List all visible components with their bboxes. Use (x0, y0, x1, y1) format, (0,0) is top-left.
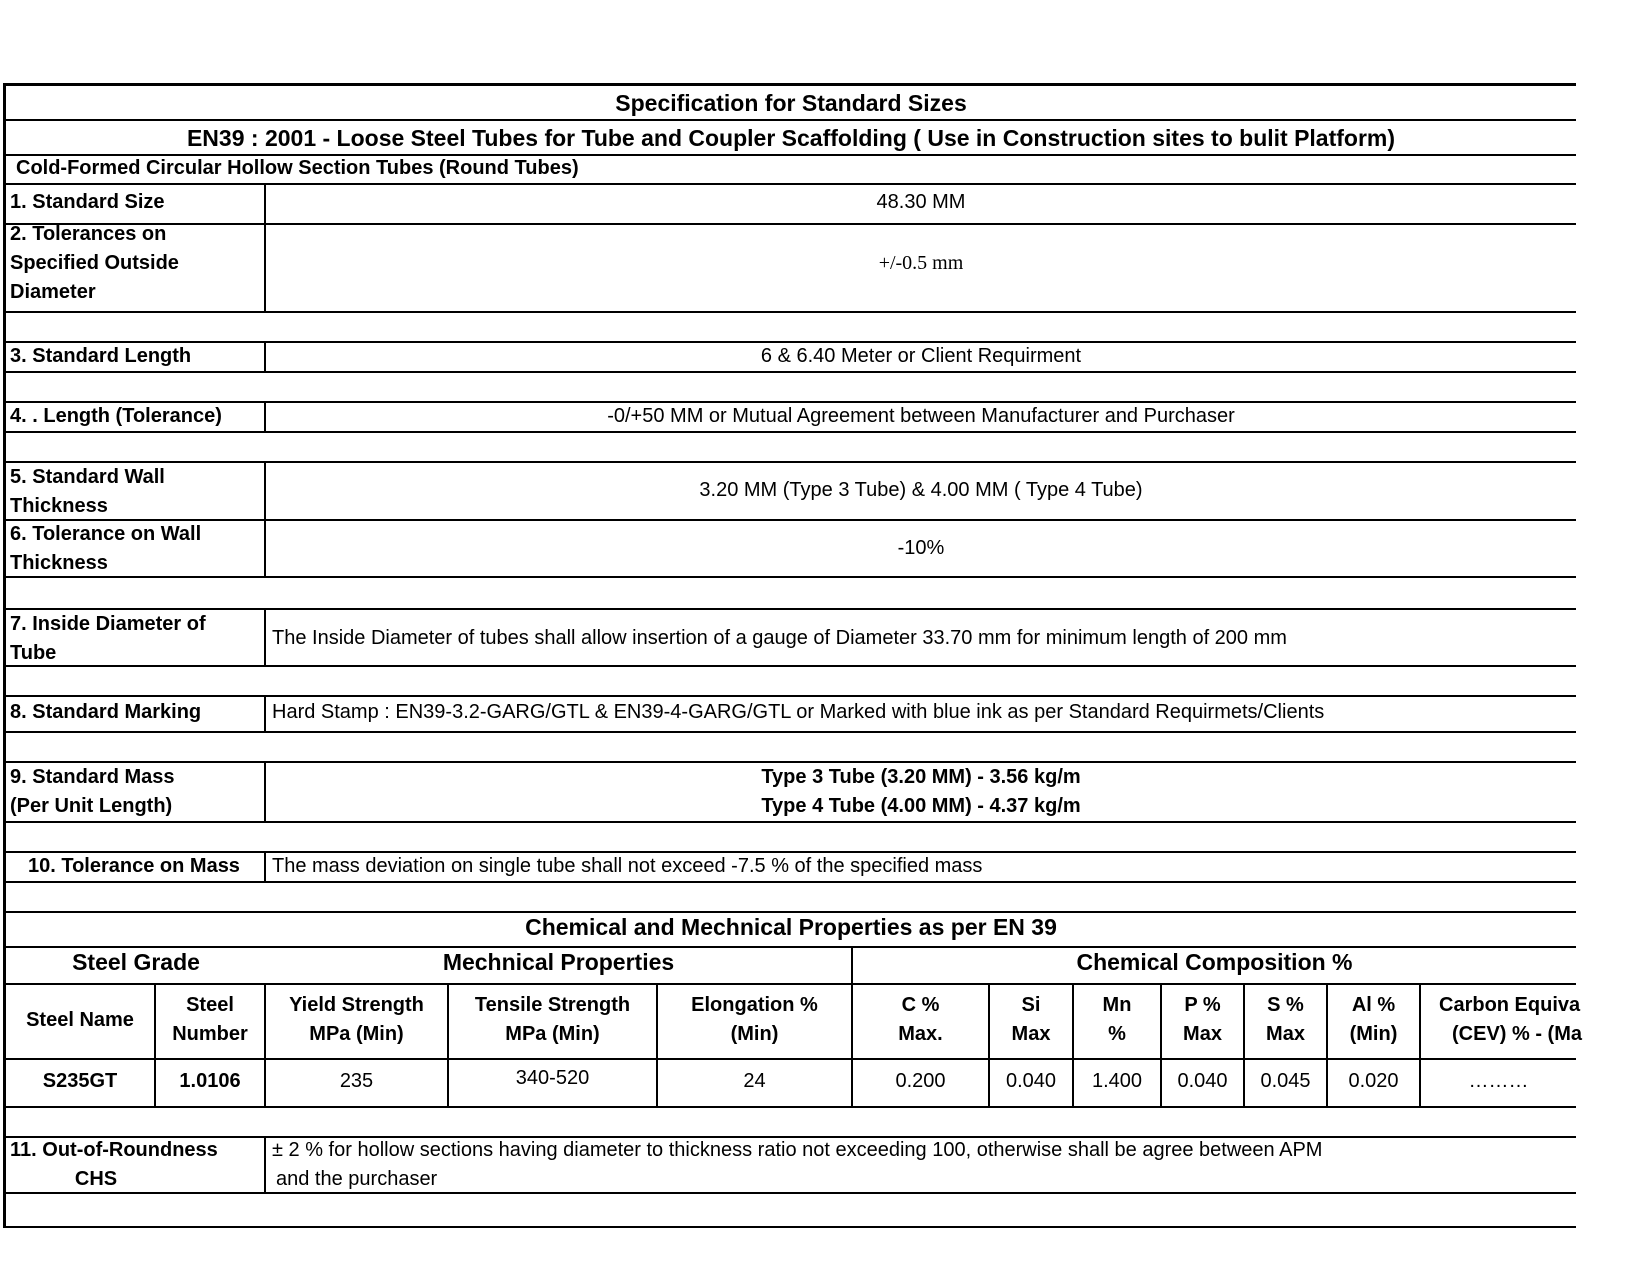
col-header: Max (1183, 1023, 1222, 1045)
table-cell: 0.040 (1005, 1070, 1057, 1092)
spec-label-wall-thickness: 5. Standard Wall (10, 466, 165, 488)
group-steel-grade: Steel Grade (72, 949, 200, 975)
table-cell: 0.020 (1348, 1070, 1399, 1092)
col-header: Max (1266, 1023, 1305, 1045)
rule (6, 1192, 1576, 1194)
spec-value-wall-tolerance: -10% (897, 537, 945, 559)
col-header: Mn (1102, 994, 1132, 1016)
spec-label-wall-thickness: Thickness (10, 495, 108, 517)
group-mechanical: Mechnical Properties (442, 949, 675, 975)
spec-label-inside-diameter: Tube (10, 642, 57, 664)
col-header: Max (1011, 1023, 1051, 1045)
table-cell: 0.045 (1260, 1070, 1311, 1092)
rule (6, 461, 1576, 463)
col-header: Steel (186, 994, 234, 1016)
rule (6, 881, 1576, 883)
spec-label-length-tolerance: 4. . Length (Tolerance) (10, 405, 222, 427)
spec-sheet (3, 83, 1582, 1228)
rule (6, 119, 1576, 121)
spec-value-marking: Hard Stamp : EN39-3.2-GARG/GTL & EN39-4-GARG/GTL or Marked with blue ink as per Standard Requirmets/Clients (272, 701, 1325, 723)
spec-value-roundness: and the purchaser (276, 1168, 438, 1190)
table-cell: 0.040 (1177, 1070, 1228, 1092)
group-chemical: Chemical Composition % (1076, 949, 1353, 975)
spec-label-inside-diameter: 7. Inside Diameter of (10, 613, 206, 635)
rule (6, 821, 1576, 823)
table-cell: 0.200 (895, 1070, 946, 1092)
rule (6, 223, 1576, 225)
rule (6, 608, 1576, 610)
spec-value-wall-thickness: 3.20 MM (Type 3 Tube) & 4.00 MM ( Type 4 Tube) (699, 479, 1143, 501)
rule (6, 1058, 1576, 1060)
rule (6, 665, 1576, 667)
table-cell: S235GT (42, 1070, 118, 1092)
spec-label-marking: 8. Standard Marking (10, 701, 202, 723)
rule (6, 576, 1576, 578)
col-header: % (1108, 1023, 1126, 1045)
spec-label-tolerance-od: Diameter (10, 281, 96, 303)
table-cell: 340-520 (515, 1067, 590, 1089)
spec-label-mass: (Per Unit Length) (10, 795, 173, 817)
page-subtitle: EN39 : 2001 - Loose Steel Tubes for Tube and Coupler Scaffolding ( Use in Construction sites to bulit Platform) (186, 125, 1396, 151)
spec-label-standard-size: 1. Standard Size (10, 191, 165, 213)
col-header: (Min) (730, 1023, 779, 1045)
spec-label-wall-tolerance: 6. Tolerance on Wall (10, 523, 202, 545)
col-header: S % (1267, 994, 1304, 1016)
rule (6, 983, 1576, 985)
col-header: Elongation % (691, 994, 818, 1016)
spec-value-inside-diameter: The Inside Diameter of tubes shall allow insertion of a gauge of Diameter 33.70 mm for minimum length of 200 mm (272, 627, 1287, 649)
table-cell: 235 (339, 1070, 374, 1092)
col-header: Carbon Equiva (1439, 994, 1581, 1016)
col-header: (CEV) % - (Ma (1452, 1023, 1582, 1045)
spec-value-standard-length: 6 & 6.40 Meter or Client Requirment (760, 345, 1082, 367)
spec-value-mass-tolerance: The mass deviation on single tube shall not exceed -7.5 % of the specified mass (272, 855, 983, 877)
spec-label-tolerance-od: Specified Outside (10, 252, 179, 274)
rule (6, 183, 1576, 185)
col-header: C % (901, 994, 940, 1016)
col-header: Number (172, 1023, 248, 1045)
spec-value-tolerance-od: +/-0.5 mm (878, 252, 964, 274)
col-header: Max. (898, 1023, 943, 1045)
spec-value-mass: Type 3 Tube (3.20 MM) - 3.56 kg/m (761, 766, 1081, 788)
col-header: Al % (1351, 994, 1396, 1016)
col-header: Steel Name (26, 1009, 134, 1031)
spec-value-length-tolerance: -0/+50 MM or Mutual Agreement between Manufacturer and Purchaser (607, 405, 1235, 427)
spec-value-mass: Type 4 Tube (4.00 MM) - 4.37 kg/m (761, 795, 1081, 817)
col-header: MPa (Min) (505, 1023, 600, 1045)
table-cell: 24 (743, 1070, 766, 1092)
spec-label-tolerance-od: 2. Tolerances on (10, 223, 167, 245)
rule (6, 431, 1576, 433)
divider (264, 851, 266, 881)
spec-label-roundness: 11. Out-of-Roundness (10, 1139, 218, 1161)
table-cell: 1.0106 (179, 1070, 241, 1092)
col-header: Si (1021, 994, 1041, 1016)
properties-title: Chemical and Mechnical Properties as per EN 39 (525, 914, 1057, 940)
rule (6, 731, 1576, 733)
divider (264, 608, 266, 665)
table-cell: ……… (1468, 1070, 1529, 1092)
page-title: Specification for Standard Sizes (615, 90, 967, 116)
rule (6, 1106, 1576, 1108)
col-header: MPa (Min) (309, 1023, 404, 1045)
spec-value-standard-size: 48.30 MM (876, 191, 966, 213)
spec-label-standard-length: 3. Standard Length (10, 345, 192, 367)
rule (6, 695, 1576, 697)
col-header: Yield Strength (289, 994, 424, 1016)
col-header: (Min) (1349, 1023, 1398, 1045)
spec-label-roundness: CHS (74, 1168, 118, 1190)
spec-label-mass: 9. Standard Mass (10, 766, 175, 788)
spec-value-roundness: ± 2 % for hollow sections having diameter to thickness ratio not exceeding 100, otherwise shall be agree between APM (272, 1139, 1323, 1161)
rule (6, 371, 1576, 373)
divider (264, 1136, 266, 1192)
rule (6, 311, 1576, 313)
col-header: P % (1184, 994, 1221, 1016)
rule (6, 519, 1576, 521)
table-cell: 1.400 (1091, 1070, 1143, 1092)
spec-label-wall-tolerance: Thickness (10, 552, 108, 574)
divider (264, 695, 266, 731)
spec-label-mass-tolerance: 10. Tolerance on Mass (28, 855, 240, 877)
col-header: Tensile Strength (474, 994, 631, 1016)
section-heading: Cold-Formed Circular Hollow Section Tubes (Round Tubes) (16, 157, 579, 179)
